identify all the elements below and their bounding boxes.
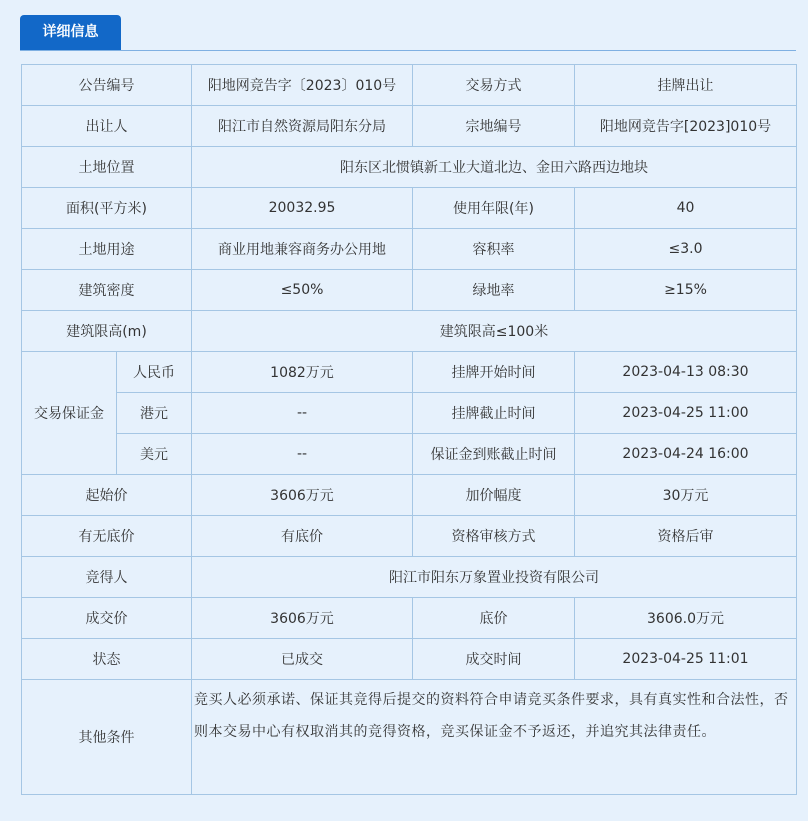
value-start-price: 3606万元	[192, 475, 413, 516]
label-land-location: 土地位置	[22, 147, 192, 188]
table-row	[22, 270, 797, 311]
label-parcel-no: 宗地编号	[413, 106, 575, 147]
label-reserve-price: 底价	[413, 598, 575, 639]
label-transferor: 出让人	[22, 106, 192, 147]
label-use-term: 使用年限(年)	[413, 188, 575, 229]
label-deposit-rmb: 人民币	[117, 352, 192, 393]
label-building-density: 建筑密度	[22, 270, 192, 311]
table-row	[22, 680, 797, 795]
tab-bar	[20, 15, 796, 51]
value-deposit-hkd: --	[192, 393, 413, 434]
table-row	[22, 598, 797, 639]
value-land-use: 商业用地兼容商务办公用地	[192, 229, 413, 270]
label-status: 状态	[22, 639, 192, 680]
label-price-increment: 加价幅度	[413, 475, 575, 516]
value-building-density: ≤50%	[192, 270, 413, 311]
label-reserve-price-flag: 有无底价	[22, 516, 192, 557]
label-deposit-deadline: 保证金到账截止时间	[413, 434, 575, 475]
label-deposit-usd: 美元	[117, 434, 192, 475]
value-trade-method: 挂牌出让	[575, 65, 797, 106]
table-row	[22, 188, 797, 229]
value-use-term: 40	[575, 188, 797, 229]
table-row	[22, 65, 797, 106]
label-land-use: 土地用途	[22, 229, 192, 270]
value-status: 已成交	[192, 639, 413, 680]
table-row	[22, 352, 797, 393]
label-deposit: 交易保证金	[22, 352, 117, 475]
table-row	[22, 229, 797, 270]
label-qualification-review: 资格审核方式	[413, 516, 575, 557]
value-announcement-no: 阳地网竞告字〔2023〕010号	[192, 65, 413, 106]
label-trade-method: 交易方式	[413, 65, 575, 106]
value-height-limit: 建筑限高≤100米	[192, 311, 797, 352]
value-reserve-price-flag: 有底价	[192, 516, 413, 557]
value-parcel-no: 阳地网竞告字[2023]010号	[575, 106, 797, 147]
label-listing-start: 挂牌开始时间	[413, 352, 575, 393]
value-other-conditions: 竞买人必须承诺、保证其竞得后提交的资料符合申请竞买条件要求，具有真实性和合法性，否则本交易中心有权取消其的竞得资格，竞买保证金不予返还，并追究其法律责任。	[192, 680, 797, 795]
table-row	[22, 393, 797, 434]
table-row	[22, 475, 797, 516]
label-deal-price: 成交价	[22, 598, 192, 639]
table-row	[22, 516, 797, 557]
label-other-conditions: 其他条件	[22, 680, 192, 795]
value-green-ratio: ≥15%	[575, 270, 797, 311]
label-plot-ratio: 容积率	[413, 229, 575, 270]
value-price-increment: 30万元	[575, 475, 797, 516]
label-height-limit: 建筑限高(m)	[22, 311, 192, 352]
value-deposit-deadline: 2023-04-24 16:00	[575, 434, 797, 475]
label-start-price: 起始价	[22, 475, 192, 516]
value-deal-price: 3606万元	[192, 598, 413, 639]
tab-details[interactable]: 详细信息	[20, 15, 121, 50]
value-qualification-review: 资格后审	[575, 516, 797, 557]
label-deal-time: 成交时间	[413, 639, 575, 680]
label-deposit-hkd: 港元	[117, 393, 192, 434]
value-land-location: 阳东区北惯镇新工业大道北边、金田六路西边地块	[192, 147, 797, 188]
detail-table	[21, 64, 797, 795]
value-winner: 阳江市阳东万象置业投资有限公司	[192, 557, 797, 598]
value-deposit-rmb: 1082万元	[192, 352, 413, 393]
table-row	[22, 557, 797, 598]
table-row	[22, 147, 797, 188]
table-row	[22, 106, 797, 147]
label-announcement-no: 公告编号	[22, 65, 192, 106]
table-row	[22, 434, 797, 475]
label-listing-end: 挂牌截止时间	[413, 393, 575, 434]
value-listing-end: 2023-04-25 11:00	[575, 393, 797, 434]
value-plot-ratio: ≤3.0	[575, 229, 797, 270]
table-row	[22, 639, 797, 680]
table-row	[22, 311, 797, 352]
label-area: 面积(平方米)	[22, 188, 192, 229]
label-winner: 竞得人	[22, 557, 192, 598]
value-transferor: 阳江市自然资源局阳东分局	[192, 106, 413, 147]
value-deal-time: 2023-04-25 11:01	[575, 639, 797, 680]
value-area: 20032.95	[192, 188, 413, 229]
label-green-ratio: 绿地率	[413, 270, 575, 311]
value-deposit-usd: --	[192, 434, 413, 475]
value-listing-start: 2023-04-13 08:30	[575, 352, 797, 393]
value-reserve-price: 3606.0万元	[575, 598, 797, 639]
